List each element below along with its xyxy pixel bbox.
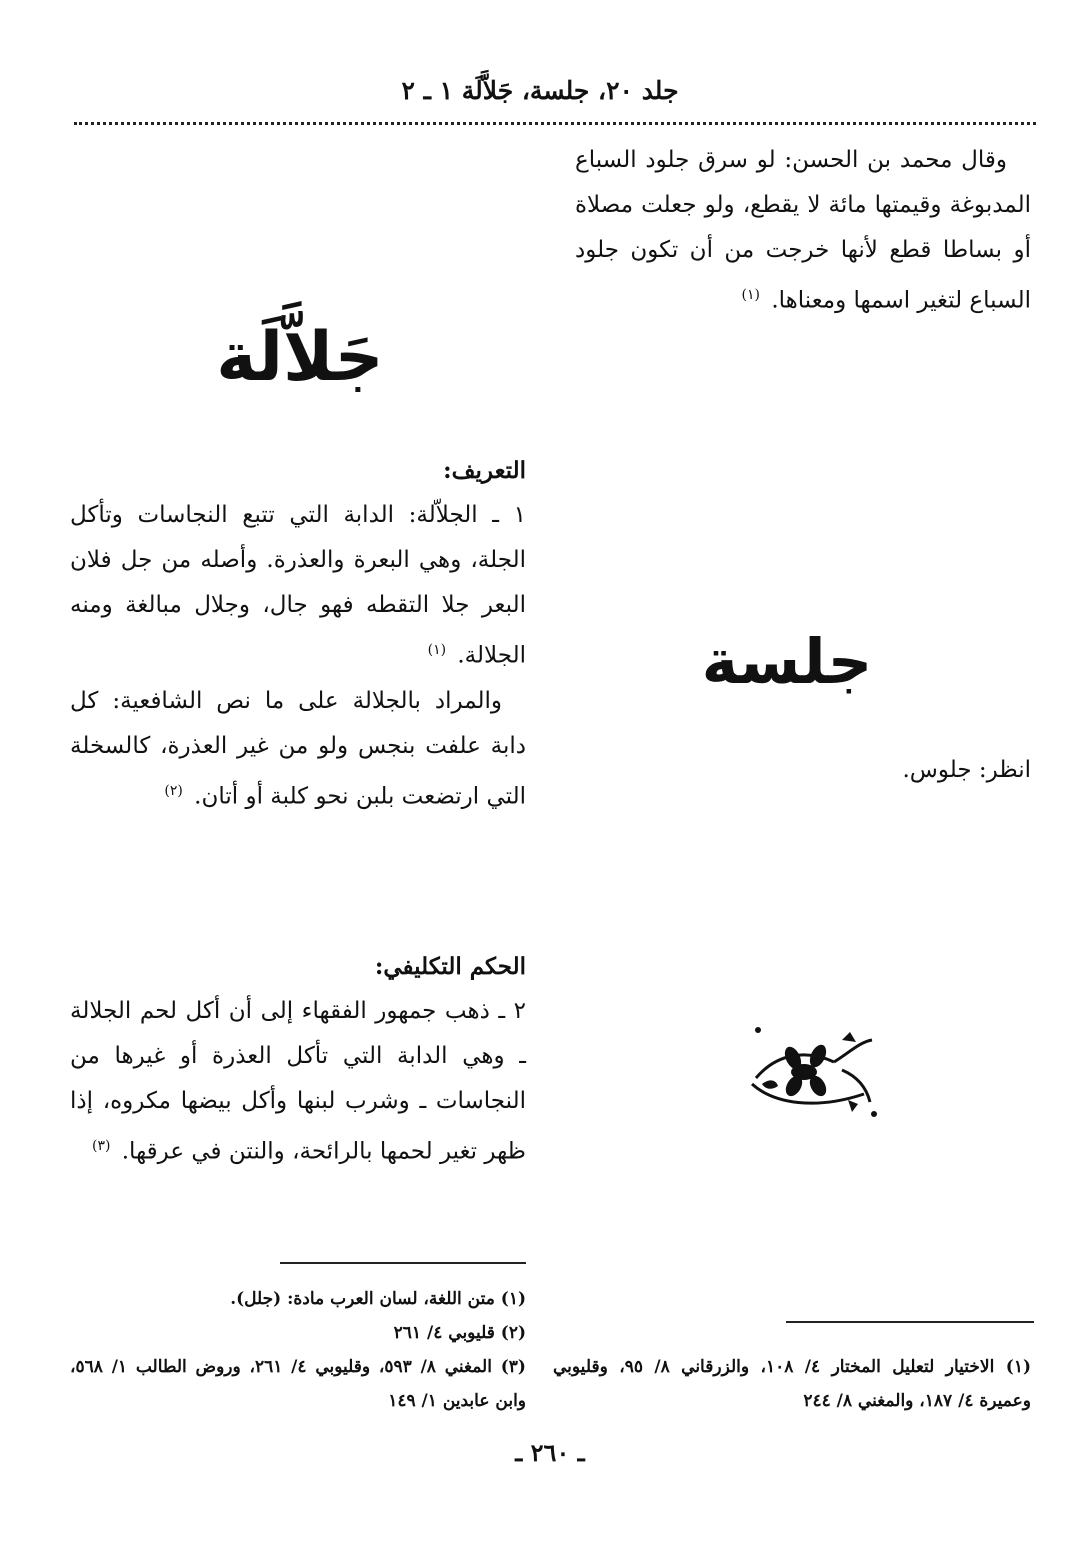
footnotes-right [553, 1350, 1031, 1418]
ruling-section [70, 944, 526, 1175]
cross-reference [575, 748, 1031, 793]
intro-paragraph-text: وقال محمد بن الحسن: لو سرق جلود السباع المدبوغة وقيمتها مائة لا يقطع، ولو جعلت مصلاة أو بساطا قطع لأنها خرجت من أن تكون جلود السباع لتغير اسمها ومعناها. [575, 147, 1031, 314]
footnote-ref: (٣) [91, 1138, 111, 1154]
header-divider [74, 122, 1036, 125]
footnotes-left [70, 1282, 526, 1418]
footnote-divider-left [280, 1262, 526, 1264]
definition-paragraph-1 [70, 493, 526, 679]
see-also-text: انظر: جلوس. [902, 757, 1031, 783]
definition-section [70, 448, 526, 819]
floral-ornament-icon [738, 1022, 886, 1122]
paragraph-2-text: والمراد بالجلالة على ما نص الشافعية: كل دابة علفت بنجس ولو من غير العذرة، كالسخلة التي ارتضعت بلبن نحو كلبة أو أتان. [70, 687, 526, 810]
entry-title-jalsa: جلسة [701, 625, 873, 698]
page-number: ـ ٢٦٠ ـ [515, 1438, 585, 1467]
footnote-item: (١) الاختيار لتعليل المختار ٤/ ١٠٨، والزرقاني ٨/ ٩٥، وقليوبي وعميرة ٤/ ١٨٧، والمغني ٨/ ٢٤٤ [553, 1357, 1031, 1411]
footnote-item: (١) متن اللغة، لسان العرب مادة: (جلل). [230, 1289, 526, 1309]
entry-title-jallala: جَلاَّلَة [216, 318, 384, 397]
footnote-item: (٣) المغني ٨/ ٥٩٣، وقليوبي ٤/ ٢٦١، وروض الطالب ١/ ٥٦٨، وابن عابدين ١/ ١٤٩ [70, 1357, 526, 1411]
footnote-item: (٢) قليوبي ٤/ ٢٦١ [393, 1323, 526, 1343]
definition-heading: التعريف: [443, 457, 526, 484]
ruling-heading: الحكم التكليفي: [374, 953, 526, 980]
footnote-ref: (٢) [164, 782, 183, 799]
footnote-divider-right [786, 1321, 1034, 1323]
definition-paragraph-2 [70, 679, 526, 820]
footnote-ref: (١) [427, 642, 447, 658]
ruling-paragraph [70, 989, 526, 1175]
paragraph-1-text: ١ ـ الجلاّلة: الدابة التي تتبع النجاسات وتأكل الجلة، وهي البعرة والعذرة. وأصله من جل فلان البعر جلا التقطه فهو جال، وجلال مبالغة ومنه الجلالة. [70, 502, 526, 669]
intro-paragraph [575, 138, 1031, 324]
paragraph-3-text: ٢ ـ ذهب جمهور الفقهاء إلى أن أكل لحم الجلالة ـ وهي الدابة التي تأكل العذرة أو غيرها من النجاسات ـ وشرب لبنها وأكل بيضها مكروه، إذا ظهر تغير لحمها بالرائحة، والنتن في عرقها. [70, 998, 526, 1165]
footnote-ref: (١) [741, 287, 760, 303]
page-header: جلد ٢٠، جلسة، جَلاَّلَة ١ ـ ٢ [401, 76, 679, 105]
intro-paragraph-block [575, 138, 1031, 324]
